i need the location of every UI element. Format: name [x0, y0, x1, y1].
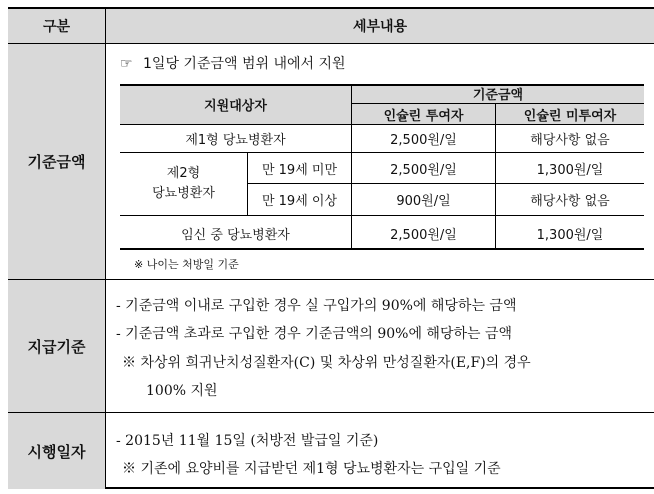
cell-pregnancy: 임신 중 당뇨병환자	[181, 227, 290, 243]
cell-over19-insulin: 900원/일	[396, 194, 451, 209]
column-divider	[105, 9, 106, 489]
cell-type2-group	[120, 153, 247, 215]
cell-target-header: 지원대상자	[120, 84, 351, 124]
header-details: 세부내용	[106, 9, 654, 43]
table-line	[247, 152, 248, 215]
cell-type1-insulin: 2,500원/일	[390, 133, 457, 148]
row-divider	[8, 412, 654, 413]
cell-pregnancy-noninsulin: 1,300원/일	[536, 227, 604, 243]
payment-line-2: - 기준금액 초과로 구입한 경우 기준금액의 90%에 해당하는 금액	[116, 326, 513, 342]
payment-line-4: 100% 지원	[146, 383, 218, 399]
table-line	[120, 152, 644, 153]
header-category: 구분	[8, 9, 105, 43]
table-line	[352, 103, 644, 104]
effective-line-2: ※ 기존에 요양비를 지급받던 제1형 당뇨병환자는 구입일 기준	[122, 461, 501, 477]
intro-line	[120, 53, 346, 73]
table-line	[248, 183, 644, 184]
cell-under19: 만 19세 미만	[261, 162, 338, 178]
cell-noninsulin-header: 인슐린 미투여자	[496, 104, 644, 124]
amount-table	[120, 84, 644, 250]
support-table	[8, 7, 654, 489]
cell-type1-noninsulin: 해당사항 없음	[530, 133, 610, 148]
table-bottom-border	[120, 248, 644, 250]
payment-line-1: - 기준금액 이내로 구입한 경우 실 구입가의 90%에 해당하는 금액	[116, 298, 517, 314]
age-note: ※ 나이는 처방일 기준	[134, 258, 239, 271]
table-line	[495, 103, 496, 250]
cell-under19-insulin: 2,500원/일	[390, 162, 457, 178]
pointing-hand-icon: ☞	[120, 56, 133, 72]
label-payment-criteria: 지급기준	[8, 280, 105, 412]
cell-amount-header: 기준금액	[352, 84, 644, 103]
table-top-border	[120, 84, 644, 86]
cell-over19: 만 19세 이상	[261, 194, 338, 209]
table-line	[351, 84, 352, 250]
cell-type1: 제1형 당뇨병환자	[185, 133, 286, 148]
label-effective-date: 시행일자	[8, 413, 105, 489]
label-standard-amount: 기준금액	[8, 44, 105, 279]
intro-text: 1일당 기준금액 범위 내에서 지원	[143, 56, 346, 72]
row-divider	[8, 43, 654, 44]
row-divider	[8, 279, 654, 280]
table-line	[120, 215, 644, 216]
cell-over19-noninsulin: 해당사항 없음	[530, 194, 610, 209]
cell-insulin-header: 인슐린 투여자	[352, 104, 495, 124]
cell-under19-noninsulin: 1,300원/일	[536, 162, 604, 178]
cell-pregnancy-insulin: 2,500원/일	[390, 227, 457, 243]
payment-line-3: ※ 차상위 희귀난치성질환자(C) 및 차상위 만성질환자(E,F)의 경우	[122, 355, 531, 371]
table-line	[120, 124, 644, 125]
effective-line-1: - 2015년 11월 15일 (처방전 발급일 기준)	[116, 433, 379, 449]
type2-line2: 당뇨병환자	[152, 186, 215, 201]
type2-line1: 제2형	[166, 166, 201, 181]
